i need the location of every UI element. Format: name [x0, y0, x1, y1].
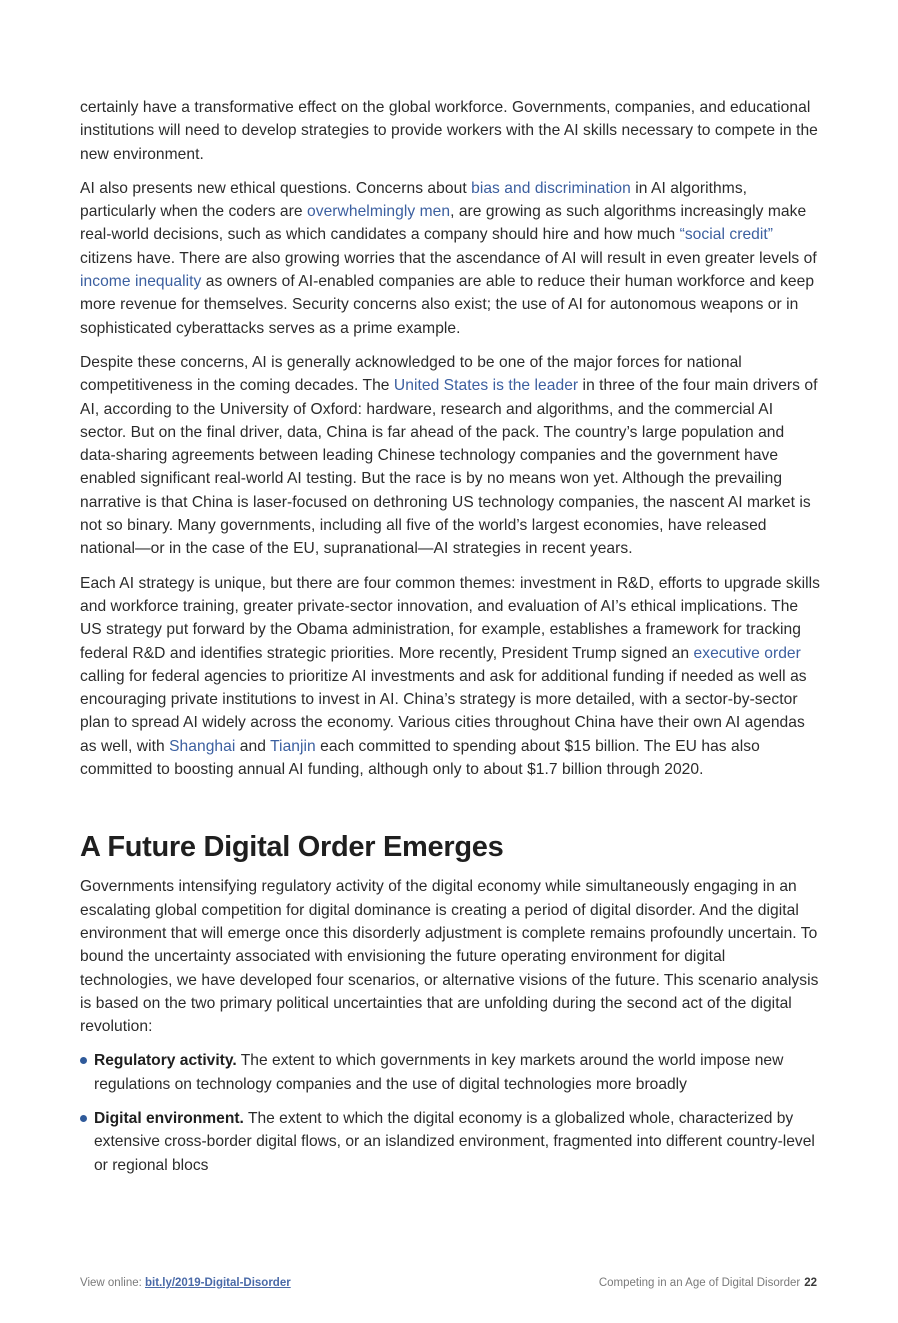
text: , are growing as such algorithms increasingly make real-world decisions, such as which candidates a company should hire and how much [80, 203, 807, 244]
text: Despite these concerns, AI is generally acknowledged to be one of the major forces for national competitiveness in the coming decades. The [80, 353, 742, 395]
page-footer [80, 1277, 817, 1289]
text: citizens have. There are also growing worries that the ascendance of AI will result in even greater levels of [80, 249, 817, 267]
paragraph-ethics [80, 177, 820, 340]
paragraph-workforce: certainly have a transformative effect on the global workforce. Governments, companies, and educational institutions will need to develop strategies to provide workers with the AI skills necessary to compete in the new environment. [80, 99, 818, 163]
page-number: 22 [804, 1277, 817, 1289]
link-overwhelmingly-men[interactable]: overwhelmingly men [307, 203, 451, 221]
list-item-text: The extent to which governments in key markets around the world impose new regulations on technology companies and the use of digital technologies more broadly [94, 1052, 784, 1093]
text: AI also presents new ethical questions. Concerns about [80, 179, 472, 197]
bullet-icon [80, 1115, 87, 1122]
document-title: Competing in an Age of Digital Disorder [598, 1277, 801, 1289]
footer-document-info [599, 1277, 817, 1289]
link-united-states-leader[interactable]: United States is the leader [393, 377, 579, 395]
paragraph-ai-strategies [80, 572, 820, 782]
page-content [80, 96, 820, 1188]
uncertainty-list [80, 1049, 820, 1176]
paragraph-competitiveness [80, 351, 820, 561]
text: calling for federal agencies to prioritize AI investments and ask for additional funding if needed as well as encouraging private institutions to invest in AI. China’s strategy is more detailed, with a sector-by-sector plan to spread AI widely across the economy. Various cities throughout China have their own AI agendas as well, with [80, 667, 807, 755]
list-item-term: Regulatory activity. [94, 1052, 237, 1070]
list-item-regulatory-activity [80, 1049, 820, 1096]
link-income-inequality[interactable]: income inequality [80, 273, 202, 291]
view-online-link[interactable]: bit.ly/2019-Digital-Disorder [145, 1277, 291, 1289]
link-shanghai[interactable]: Shanghai [169, 737, 236, 755]
link-bias-discrimination[interactable]: bias and discrimination [471, 179, 631, 197]
bullet-icon [80, 1057, 87, 1064]
view-online-label: View online: [80, 1277, 145, 1289]
link-executive-order[interactable]: executive order [693, 644, 801, 662]
list-item-term: Digital environment. [94, 1109, 244, 1127]
link-social-credit[interactable]: “social credit” [679, 226, 774, 244]
text: Each AI strategy is unique, but there are four common themes: investment in R&D, efforts to upgrade skills and workforce training, greater private-sector innovation, and evaluation of AI’s ethical implications. The US strategy put forward by the Obama administration, for example, establishes a framework for tracking federal R&D and identifies strategic priorities. More recently, President Trump signed an [80, 574, 821, 662]
list-item-text: The extent to which the digital economy is a globalized whole, characterized by extensive cross-border digital flows, or an islandized environment, fragmented into different country-level or regional blocs [94, 1109, 815, 1174]
text: in AI algorithms, particularly when the coders are [80, 179, 748, 221]
text: and [235, 737, 271, 755]
footer-view-online [80, 1277, 291, 1289]
text: in three of the four main drivers of AI, according to the University of Oxford: hardware, research and algorithms, and the commercial AI sector. But on the final driver, data, China is far ahead of the pack. The country’s large population and data-sharing agreements between leading Chinese technology companies and the government have enabled significant real-world AI testing. But the race is by no means won yet. Although the prevailing narrative is that China is laser-focused on dethroning US technology companies, the nascent AI market is not so binary. Many governments, including all five of the world’s largest economies, have released national—or in the case of the EU, supranational—AI strategies in recent years. [80, 377, 818, 558]
text: as owners of AI-enabled companies are able to reduce their human workforce and keep more revenue for themselves. Security concerns also exist; the use of AI for autonomous weapons or in sophisticated cyberattacks serves as a prime example. [80, 273, 815, 337]
section-heading: A Future Digital Order Emerges [80, 831, 504, 864]
text: each committed to spending about $15 billion. The EU has also committed to boosting annual AI funding, although only to about $1.7 billion through 2020. [80, 737, 760, 779]
list-item-digital-environment [80, 1107, 820, 1177]
link-tianjin[interactable]: Tianjin [270, 737, 316, 755]
section-intro: Governments intensifying regulatory activity of the digital economy while simultaneously engaging in an escalating global competition for digital dominance is creating a period of digital disorder. And the digital environment that will emerge once this disorderly adjustment is complete remains profoundly uncertain. To bound the uncertainty associated with envisioning the future operating environment for digital technologies, we have developed four scenarios, or alternative visions of the future. This scenario analysis is based on the two primary political uncertainties that are unfolding during the second act of the digital revolution: [80, 878, 819, 1036]
